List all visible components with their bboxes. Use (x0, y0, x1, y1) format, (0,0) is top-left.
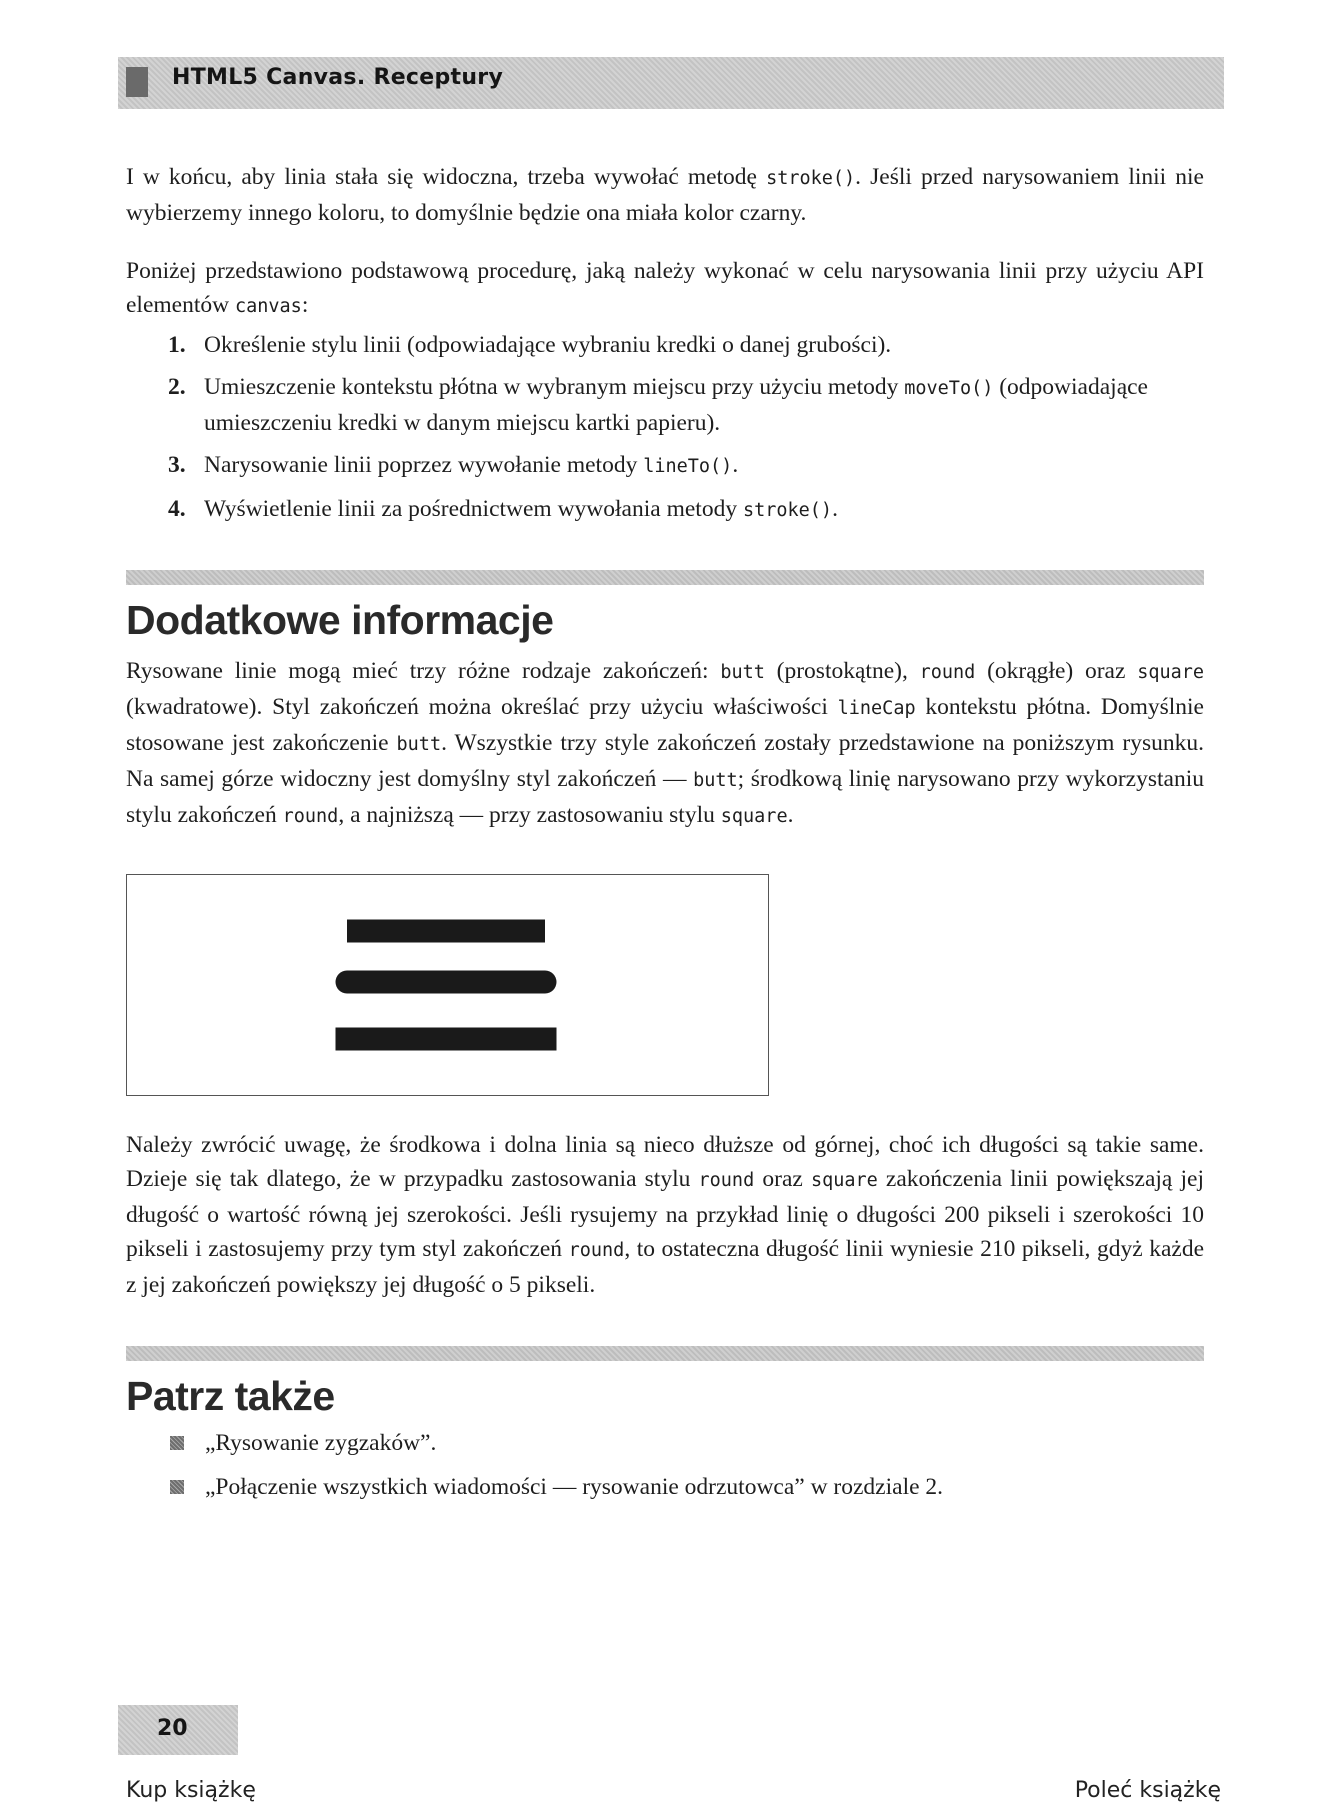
step-item: 3. Narysowanie linii poprzez wywołanie metody lineTo(). (168, 452, 739, 478)
header-marker-icon (126, 67, 148, 97)
step-item: 4. Wyświetlenie linii za pośrednictwem wywołania metody stroke(). (168, 496, 838, 522)
code-stroke: stroke() (766, 168, 856, 189)
step-item: 2. Umieszczenie kontekstu płótna w wybranym miejscu przy użyciu metody moveTo() (odpowiadające umieszczeniu kredki w danym miejscu kartki papieru). (168, 374, 1148, 436)
see-also-item: „Połączenie wszystkich wiadomości — rysowanie odrzutowca” w rozdziale 2. (170, 1470, 1204, 1504)
buy-book-link[interactable]: Kup książkę (126, 1778, 256, 1803)
intro-paragraph-2: Poniżej przedstawiono podstawową procedurę, jaką należy wykonać w celu narysowania linii przy użyciu API elementów canvas: (126, 258, 1204, 318)
section-heading: Patrz także (126, 1373, 335, 1419)
page-content (126, 160, 1204, 1514)
section1-paragraph-1: Rysowane linie mogą mieć trzy różne rodzaje zakończeń: butt (prostokątne), round (okrągłe) oraz square (kwadratowe). Styl zakończeń można określać przy użyciu właściwości lineCap kontekstu płótna. Domyślnie stosowane jest zakończenie butt. Wszystkie trzy style zakończeń zostały przedstawione na poniższym rysunku. Na samej górze widoczny jest domyślny styl zakończeń — butt; środkową linię narysowano przy wykorzystaniu stylu zakończeń round, a najniższą — przy zastosowaniu stylu square. (126, 658, 1205, 828)
code-canvas: canvas (234, 296, 302, 317)
see-also-item: „Rysowanie zygzaków”. (170, 1426, 1204, 1460)
procedure-steps (126, 328, 1204, 528)
page-number: 20 (157, 1716, 188, 1741)
intro-paragraph-1: I w końcu, aby linia stała się widoczna, trzeba wywołać metodę stroke(). Jeśli przed narysowaniem linii nie wybierzemy innego koloru, to domyślnie będzie ona miała kolor czarny. (126, 164, 1204, 226)
section1-paragraph-2: Należy zwrócić uwagę, że środkowa i dolna linia są nieco dłuższe od górnej, choć ich długości są takie same. Dzieje się tak dlatego, że w przypadku zastosowania stylu round oraz square zakończenia linii powiększają jej długość o wartość równą jej szerokości. Jeśli rysujemy na przykład linię o długości 200 pikseli i szerokości 10 pikseli i zastosujemy przy tym styl zakończeń round, to ostateczna długość linii wyniesie 210 pikseli, gdyż każde z jej zakończeń powiększy jej długość o 5 pikseli. (126, 1132, 1205, 1298)
see-also-list (126, 1426, 1204, 1504)
line-cap-figure (126, 874, 769, 1096)
step-item: 1. Określenie stylu linii (odpowiadające wybraniu kredki o danej grubości). (168, 332, 892, 358)
section-divider (126, 1346, 1204, 1361)
square-bullet-icon (170, 1480, 184, 1494)
recommend-book-link[interactable]: Poleć książkę (1074, 1778, 1221, 1803)
square-bullet-icon (170, 1436, 184, 1450)
section-divider (126, 570, 1204, 585)
running-header-title: HTML5 Canvas. Receptury (172, 65, 504, 90)
line-cap-canvas (127, 875, 768, 1095)
section-heading: Dodatkowe informacje (126, 597, 554, 643)
